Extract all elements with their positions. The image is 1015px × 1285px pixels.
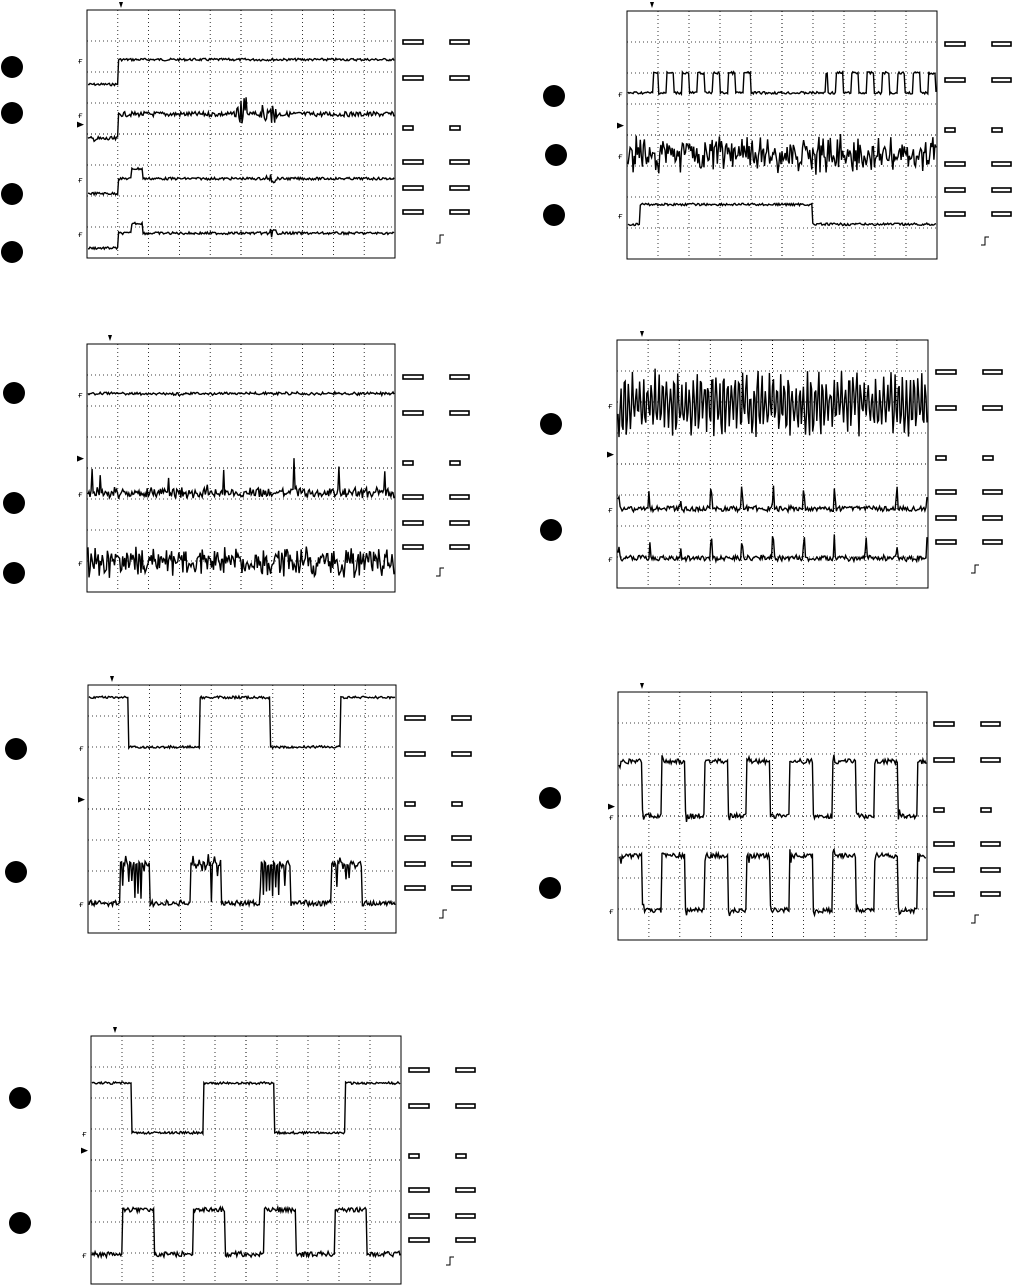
filled-circle-icon	[3, 382, 25, 404]
falling-edge-icon	[436, 568, 444, 576]
ground-marker-icon: ғ	[82, 1129, 87, 1139]
graticule	[618, 692, 927, 940]
filled-circle-icon	[5, 861, 27, 883]
ground-marker-icon: ғ	[608, 555, 613, 565]
scope-6	[539, 683, 1000, 940]
signal-trace	[619, 849, 926, 916]
down-arrow-icon	[640, 331, 644, 337]
double-bar-icon	[450, 495, 469, 499]
signal-trace	[618, 369, 927, 438]
scope-3	[3, 335, 469, 592]
double-bar-icon	[936, 540, 956, 544]
falling-edge-icon	[439, 910, 447, 918]
filled-circle-icon	[3, 562, 25, 584]
falling-edge-icon	[971, 915, 979, 923]
double-bar-icon	[405, 752, 425, 756]
signal-trace	[89, 696, 395, 748]
signal-trace	[628, 134, 936, 175]
double-bar-icon	[934, 808, 944, 812]
double-bar-icon	[992, 42, 1011, 46]
double-bar-icon	[403, 160, 423, 164]
double-bar-icon	[403, 521, 423, 525]
double-bar-icon	[450, 545, 469, 549]
double-bar-icon	[405, 886, 425, 890]
double-bar-icon	[450, 186, 469, 190]
double-bar-icon	[409, 1104, 429, 1108]
double-bar-icon	[981, 722, 1000, 726]
double-bar-icon	[409, 1154, 419, 1158]
filled-circle-icon	[1, 102, 23, 124]
double-bar-icon	[934, 842, 954, 846]
double-bar-icon	[983, 406, 1002, 410]
double-bar-icon	[992, 128, 1002, 132]
double-bar-icon	[450, 126, 460, 130]
double-bar-icon	[934, 758, 954, 762]
legend	[403, 40, 469, 214]
double-bar-icon	[409, 1238, 429, 1242]
double-bar-icon	[992, 162, 1011, 166]
ground-marker-icon: ғ	[608, 401, 613, 411]
double-bar-icon	[981, 758, 1000, 762]
signal-trace	[618, 486, 927, 512]
double-bar-icon	[936, 490, 956, 494]
down-arrow-icon	[119, 2, 123, 8]
double-bar-icon	[983, 516, 1002, 520]
double-bar-icon	[981, 892, 1000, 896]
double-bar-icon	[945, 42, 965, 46]
right-arrow-icon	[617, 123, 624, 129]
right-arrow-icon	[77, 456, 84, 462]
double-bar-icon	[945, 128, 955, 132]
scope-4	[540, 331, 1002, 588]
filled-circle-icon	[1, 241, 23, 263]
double-bar-icon	[945, 78, 965, 82]
filled-circle-icon	[540, 519, 562, 541]
double-bar-icon	[936, 516, 956, 520]
down-arrow-icon	[113, 1027, 117, 1033]
double-bar-icon	[452, 886, 471, 890]
falling-edge-icon	[436, 235, 444, 243]
double-bar-icon	[456, 1068, 475, 1072]
double-bar-icon	[934, 868, 954, 872]
graticule	[87, 10, 395, 258]
signal-trace	[628, 203, 936, 225]
double-bar-icon	[983, 456, 993, 460]
ground-marker-icon: ғ	[78, 230, 83, 240]
double-bar-icon	[403, 411, 423, 415]
double-bar-icon	[934, 722, 954, 726]
double-bar-icon	[409, 1188, 429, 1192]
double-bar-icon	[450, 40, 469, 44]
double-bar-icon	[403, 210, 423, 214]
filled-circle-icon	[540, 413, 562, 435]
ground-marker-icon: ғ	[82, 1251, 87, 1261]
double-bar-icon	[403, 40, 423, 44]
double-bar-icon	[456, 1188, 475, 1192]
double-bar-icon	[981, 868, 1000, 872]
ground-marker-icon: ғ	[608, 505, 613, 515]
ground-marker-icon: ғ	[618, 151, 623, 161]
double-bar-icon	[456, 1214, 475, 1218]
double-bar-icon	[403, 495, 423, 499]
ground-marker-icon: ғ	[79, 900, 84, 910]
down-arrow-icon	[110, 676, 114, 682]
double-bar-icon	[405, 862, 425, 866]
right-arrow-icon	[81, 1148, 88, 1154]
ground-marker-icon: ғ	[78, 559, 83, 569]
down-arrow-icon	[650, 2, 654, 8]
graticule	[627, 11, 937, 259]
right-arrow-icon	[77, 122, 84, 128]
filled-circle-icon	[539, 787, 561, 809]
falling-edge-icon	[981, 237, 989, 245]
double-bar-icon	[452, 752, 471, 756]
double-bar-icon	[450, 76, 469, 80]
right-arrow-icon	[608, 804, 615, 810]
filled-circle-icon	[3, 492, 25, 514]
filled-circle-icon	[5, 738, 27, 760]
double-bar-icon	[936, 456, 946, 460]
ground-marker-icon: ғ	[78, 489, 83, 499]
double-bar-icon	[945, 188, 965, 192]
ground-marker-icon: ғ	[79, 744, 84, 753]
signal-trace	[88, 547, 394, 578]
falling-edge-icon	[971, 565, 979, 573]
filled-circle-icon	[9, 1087, 31, 1109]
double-bar-icon	[403, 76, 423, 80]
double-bar-icon	[450, 210, 469, 214]
double-bar-icon	[456, 1104, 475, 1108]
double-bar-icon	[452, 836, 471, 840]
filled-circle-icon	[543, 204, 565, 226]
double-bar-icon	[983, 540, 1002, 544]
ground-marker-icon: ғ	[78, 111, 83, 121]
double-bar-icon	[992, 188, 1011, 192]
double-bar-icon	[450, 411, 469, 415]
double-bar-icon	[405, 802, 415, 806]
double-bar-icon	[403, 375, 423, 379]
ground-marker-icon: ғ	[78, 175, 83, 185]
filled-circle-icon	[9, 1212, 31, 1234]
double-bar-icon	[945, 162, 965, 166]
double-bar-icon	[450, 160, 469, 164]
double-bar-icon	[945, 212, 965, 216]
filled-circle-icon	[539, 877, 561, 899]
double-bar-icon	[403, 461, 413, 465]
ground-marker-icon: ғ	[618, 89, 623, 99]
legend	[405, 716, 471, 890]
down-arrow-icon	[640, 683, 644, 689]
right-arrow-icon	[78, 797, 85, 803]
double-bar-icon	[450, 461, 460, 465]
double-bar-icon	[403, 186, 423, 190]
falling-edge-icon	[446, 1257, 454, 1265]
scope-2	[543, 2, 1011, 259]
double-bar-icon	[983, 370, 1002, 374]
double-bar-icon	[452, 802, 462, 806]
signal-trace	[618, 534, 927, 561]
ground-marker-icon: ғ	[618, 211, 623, 221]
double-bar-icon	[450, 375, 469, 379]
double-bar-icon	[452, 716, 471, 720]
double-bar-icon	[452, 862, 471, 866]
double-bar-icon	[981, 808, 991, 812]
legend	[403, 375, 469, 549]
double-bar-icon	[992, 212, 1011, 216]
legend	[945, 42, 1011, 216]
ground-marker-icon: ғ	[78, 390, 83, 400]
filled-circle-icon	[545, 144, 567, 166]
ground-marker-icon: ғ	[609, 813, 614, 822]
legend	[936, 370, 1002, 544]
ground-marker-icon: ғ	[78, 56, 83, 66]
scope-7	[9, 1027, 475, 1284]
double-bar-icon	[403, 126, 413, 130]
filled-circle-icon	[1, 183, 23, 205]
double-bar-icon	[405, 836, 425, 840]
double-bar-icon	[936, 406, 956, 410]
filled-circle-icon	[543, 85, 565, 107]
graticule	[91, 1036, 401, 1284]
double-bar-icon	[456, 1238, 475, 1242]
scope-1	[1, 2, 469, 263]
legend	[409, 1068, 475, 1242]
double-bar-icon	[936, 370, 956, 374]
scope-5	[5, 676, 471, 933]
legend	[934, 722, 1000, 896]
double-bar-icon	[409, 1214, 429, 1218]
double-bar-icon	[456, 1154, 466, 1158]
signal-trace	[92, 1082, 400, 1134]
filled-circle-icon	[1, 56, 23, 78]
double-bar-icon	[934, 892, 954, 896]
double-bar-icon	[981, 842, 1000, 846]
double-bar-icon	[405, 716, 425, 720]
double-bar-icon	[409, 1068, 429, 1072]
right-arrow-icon	[607, 452, 614, 458]
double-bar-icon	[983, 490, 1002, 494]
ground-marker-icon: ғ	[609, 907, 614, 917]
double-bar-icon	[450, 521, 469, 525]
down-arrow-icon	[108, 335, 112, 341]
double-bar-icon	[992, 78, 1011, 82]
double-bar-icon	[403, 545, 423, 549]
